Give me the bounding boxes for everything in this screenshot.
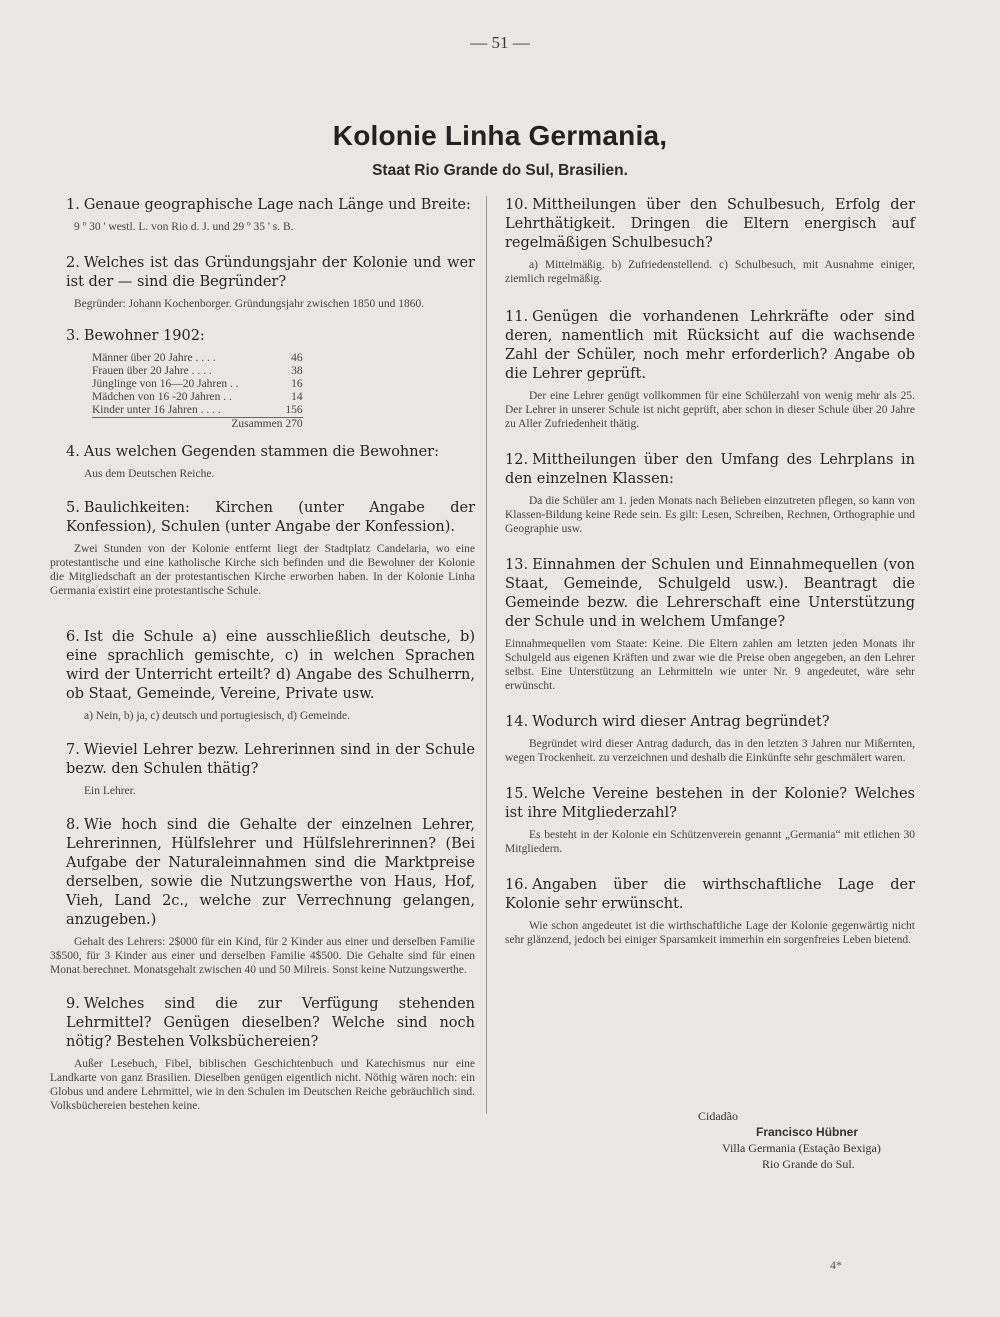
page-subtitle: Staat Rio Grande do Sul, Brasilien. (372, 162, 628, 179)
question-15 (505, 785, 915, 856)
question-number: 3. (66, 328, 80, 344)
column-divider (486, 196, 487, 1114)
question-text: Mittheilungen über den Umfang des Lehrplans in den einzelnen Klassen: (505, 452, 915, 487)
signature-name: Francisco Hübner (756, 1125, 859, 1139)
answer-text: a) Nein, b) ja, c) deutsch und portugiesisch, d) Gemeinde. (84, 710, 351, 722)
answer-text: Aus dem Deutschen Reiche. (84, 468, 215, 480)
row-label: Jünglinge von 16—20 Jahren . . (92, 378, 239, 390)
question-6 (50, 628, 475, 723)
question-number: 15. (505, 786, 529, 802)
signature-region: Rio Grande do Sul. (762, 1157, 855, 1171)
question-text: Welches sind die zur Verfügung stehenden Lehrmittel? Genügen dieselben? Welche sind noch nötig? Bestehen Volksbüchereien? (66, 996, 475, 1050)
answer-text: Begründer: Johann Kochenborger. Gründungsjahr zwischen 1850 und 1860. (74, 298, 425, 310)
question-9 (50, 995, 475, 1113)
question-text: Welche Vereine bestehen in der Kolonie? Welches ist ihre Mitgliederzahl? (505, 786, 915, 821)
question-13 (505, 556, 915, 693)
answer-text: Begründet wird dieser Antrag dadurch, das in den letzten 3 Jahren nur Mißernten, wegen Trockenheit. zu verzeichnen und deshalb die Einkünfte sehr geschmälert waren. (505, 738, 915, 764)
question-14 (505, 713, 915, 765)
question-text: Wodurch wird dieser Antrag begründet? (532, 714, 830, 730)
question-number: 2. (66, 255, 80, 271)
answer-text: Wie schon angedeutet ist die wirthschaftliche Lage der Kolonie gegenwärtig nicht sehr glänzend, jedoch bei einiger Sparsamkeit immerhin ein sorgenfreies Leben bietend. (505, 920, 915, 946)
question-8 (50, 816, 475, 977)
question-1 (50, 196, 475, 234)
question-10 (505, 196, 915, 286)
question-text: Mittheilungen über den Schulbesuch, Erfolg der Lehrthätigkeit. Dringen die Eltern energisch auf regelmäßigen Schulbesuch? (505, 197, 915, 251)
answer-text: Es besteht in der Kolonie ein Schützenverein genannt „Germania“ mit etlichen 30 Mitgliedern. (505, 829, 915, 855)
question-number: 7. (66, 742, 80, 758)
table-row (92, 378, 303, 391)
question-number: 9. (66, 996, 80, 1012)
question-number: 8. (66, 817, 80, 833)
footer-mark: 4* (830, 1258, 842, 1272)
question-4 (50, 443, 475, 481)
answer-text: 9 º 30 ' westl. L. von Rio d. J. und 29 º 35 ' s. B. (74, 221, 294, 233)
signature-salutation: Cidadão (698, 1109, 738, 1123)
question-number: 13. (505, 557, 529, 573)
signature-place: Villa Germania (Estação Bexiga) (722, 1141, 881, 1155)
row-label: Frauen über 20 Jahre . . . . (92, 365, 212, 377)
question-number: 16. (505, 877, 529, 893)
question-16 (505, 876, 915, 947)
table-row (92, 352, 303, 365)
row-value: 14 (291, 391, 303, 403)
question-text: Genaue geographische Lage nach Länge und Breite: (83, 197, 471, 213)
question-3 (50, 327, 475, 431)
answer-text: Ein Lehrer. (84, 785, 136, 797)
right-column (505, 196, 915, 951)
row-value: 46 (291, 352, 303, 364)
question-text: Aus welchen Gegenden stammen die Bewohner: (83, 444, 440, 460)
question-12 (505, 451, 915, 536)
row-label: Männer über 20 Jahre . . . . (92, 352, 216, 364)
question-7 (50, 741, 475, 798)
answer-text: a) Mittelmäßig. b) Zufriedenstellend. c) Schulbesuch, mit Ausnahme einiger, ziemlich regelmäßig. (505, 259, 915, 285)
answer-text: Da die Schüler am 1. jeden Monats nach Belieben einzutreten pflegen, so kann von Klassen-Bildung keine Rede sein. Es gilt: Lesen, Schreiben, Rechnen, Orthographie und Geographie usw. (505, 495, 915, 535)
table-row (92, 365, 303, 378)
question-number: 11. (505, 309, 529, 325)
question-text: Genügen die vorhandenen Lehrkräfte oder sind deren, namentlich mit Rücksicht auf die wachsende Zahl der Schüler, noch mehr erforderlich? Angabe ob die Lehrer geprüft. (505, 309, 915, 382)
question-number: 12. (505, 452, 529, 468)
question-text: Baulichkeiten: Kirchen (unter Angabe der Konfession), Schulen (unter Angabe der Konfession). (66, 500, 475, 535)
question-number: 10. (505, 197, 529, 213)
answer-text: Einnahmequellen vom Staate: Keine. Die Eltern zahlen am letzten jeden Monats ihr Schulgeld aus eigenen Kräften und zwar wie die Preise oben angegeben, an den Lehrer selbst. Eine Unterstützung an Lehrmitteln wie unter Nr. 9 angedeutet, wäre sehr erwünscht. (505, 638, 915, 692)
population-table (92, 352, 303, 431)
answer-text: Zwei Stunden von der Kolonie entfernt liegt der Stadtplatz Candelaria, wo eine protestantische und eine katholische Kirche sich befinden und die Bewohner der Kolonie die Mitgliedschaft an der protestantischen Kirche erworben haben. In der Kolonie Linha Germania existirt eine protestantische Schule. (50, 543, 475, 597)
answer-text: Gehalt des Lehrers: 2$000 für ein Kind, für 2 Kinder aus einer und derselben Familie 3$500, für 3 Kinder aus einer und derselben Familie 4$500. Die Gehalte sind für einen Monat berechnet. Monatsgehalt zwischen 40 und 50 Milreis. Sonst keine Nutzungswerthe. (50, 936, 475, 976)
row-value: 16 (291, 378, 303, 390)
question-number: 4. (66, 444, 80, 460)
total-value: Zusammen 270 (92, 418, 303, 432)
question-2 (50, 254, 475, 311)
question-number: 5. (66, 500, 80, 516)
question-number: 6. (66, 629, 80, 645)
question-text: Welches ist das Gründungsjahr der Kolonie und wer ist der — sind die Begründer? (66, 255, 475, 290)
row-value: 38 (291, 365, 303, 377)
question-11 (505, 308, 915, 431)
table-row (92, 391, 303, 404)
question-number: 14. (505, 714, 529, 730)
row-value: 156 (285, 404, 303, 416)
question-text: Ist die Schule a) eine ausschließlich deutsche, b) eine sprachlich gemischte, c) in welchen Sprachen wird der Unterricht erteilt? d) Angabe des Schulherrn, ob Staat, Gemeinde, Vereine, Private usw. (66, 629, 475, 702)
page-title: Kolonie Linha Germania, (332, 120, 668, 151)
question-text: Wie hoch sind die Gehalte der einzelnen Lehrer, Lehrerinnen, Hülfslehrer und Hülfslehrerinnen? (Bei Aufgabe der Naturaleinnahmen sind die Marktpreise derselben, sowie die Nutzungswerthe von Haus, Hof, Vieh, Land 2c., welche zur Verrechnung gelangen, anzugeben.) (66, 817, 475, 928)
table-total-row (92, 418, 303, 432)
answer-text: Der eine Lehrer genügt vollkommen für eine Schülerzahl von wenig mehr als 25. Der Lehrer in unserer Schule ist nicht geprüft, aber schon in dieser Schule über 20 Jahre zu Aller Zufriedenheit thätig. (505, 390, 915, 430)
question-text: Angaben über die wirthschaftliche Lage der Kolonie sehr erwünscht. (505, 877, 915, 912)
question-text: Einnahmen der Schulen und Einnahmequellen (von Staat, Gemeinde, Schulgeld usw.). Beantragt die Gemeinde bezw. die Lehrerschaft eine Unterstützung der Schule und in welchem Umfange? (505, 557, 915, 630)
row-label: Mädchen von 16 -20 Jahren . . (92, 391, 232, 403)
page-number: — 51 — (470, 33, 530, 52)
question-number: 1. (66, 197, 80, 213)
question-text: Wieviel Lehrer bezw. Lehrerinnen sind in der Schule bezw. den Schulen thätig? (66, 742, 475, 777)
table-row (92, 404, 303, 418)
left-column (50, 196, 475, 1117)
question-text: Bewohner 1902: (83, 328, 205, 344)
question-5 (50, 499, 475, 598)
signature-block (690, 1108, 930, 1172)
answer-text: Außer Lesebuch, Fibel, biblischen Geschichtenbuch und Katechismus nur eine Landkarte von ganz Brasilien. Dieselben genügen eigentlich nicht. Nöthig wären noch: ein Globus und andere Lehrmittel, wie in den Schulen im Deutschen Reiche gebräuchlich sind. Volksbüchereien bestehen keine. (50, 1058, 475, 1112)
row-label: Kinder unter 16 Jahren . . . . (92, 404, 221, 416)
